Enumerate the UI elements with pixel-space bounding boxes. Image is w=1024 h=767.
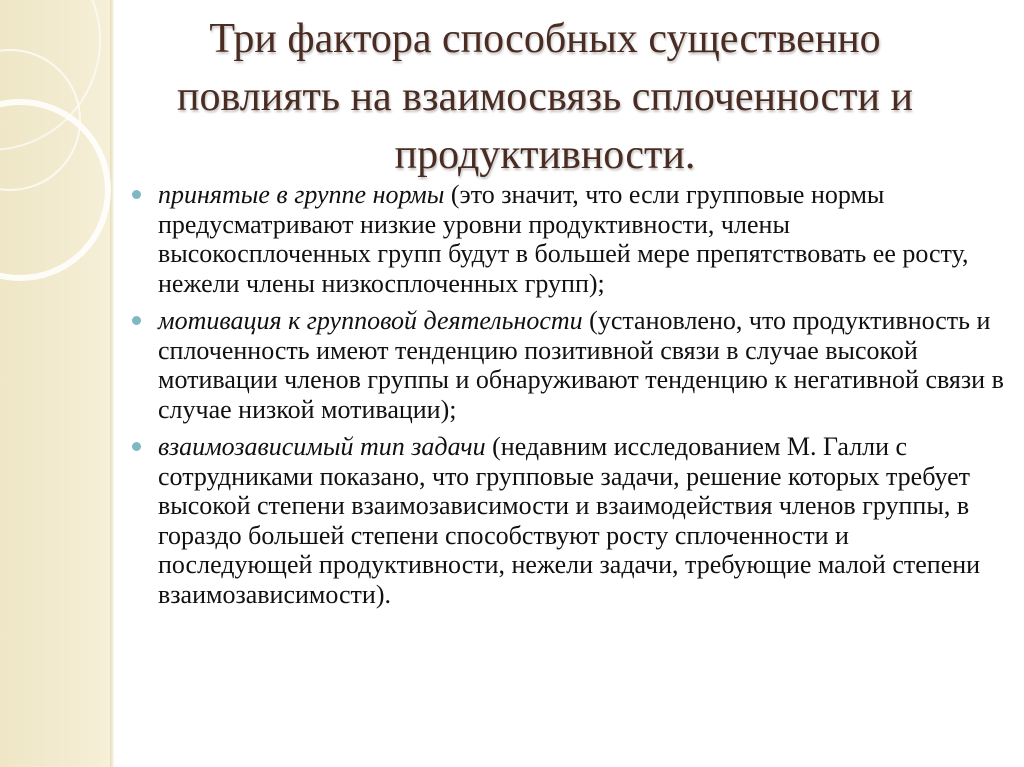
bullet-dot-icon [132,442,141,451]
item-text: (недавним исследованием М. Галли с сотрудниками показано, что групповые задачи, решение которых требует высокой степени взаимозависимости и взаимодействия членов группы, в гораздо большей степени способствуют росту сплоченности и последующей продуктивности, нежели задачи, требующие малой степени взаимозависимости). [158,432,981,609]
item-text: (установлено, что продуктивность и сплоченность имеют тенденцию позитивной связи в случае высокой мотивации членов группы и обнаруживают тенденцию к негативной связи в случае низкой мотивации); [158,306,1004,424]
thin-ring [0,50,80,190]
bullet-list [128,180,1008,617]
bullet-dot-icon [132,190,141,199]
slide-title: Три фактора способных существенно повлиять на взаимосвязь сплоченности и продуктивности. [177,16,913,178]
list-item [128,180,1008,298]
list-item [128,306,1008,424]
item-term: взаимозависимый тип задачи [158,432,486,461]
list-item [128,432,1008,609]
item-term: принятые в группе нормы [158,180,445,209]
item-text: (это значит, что если групповые нормы предусматривают низкие уровни продуктивности, члены высокосплоченных групп будут в большей мере препятствовать ее росту, нежели члены низкосплоченных групп); [158,180,969,298]
item-term: мотивация к групповой деятельности [158,306,583,335]
bullet-dot-icon [132,316,141,325]
